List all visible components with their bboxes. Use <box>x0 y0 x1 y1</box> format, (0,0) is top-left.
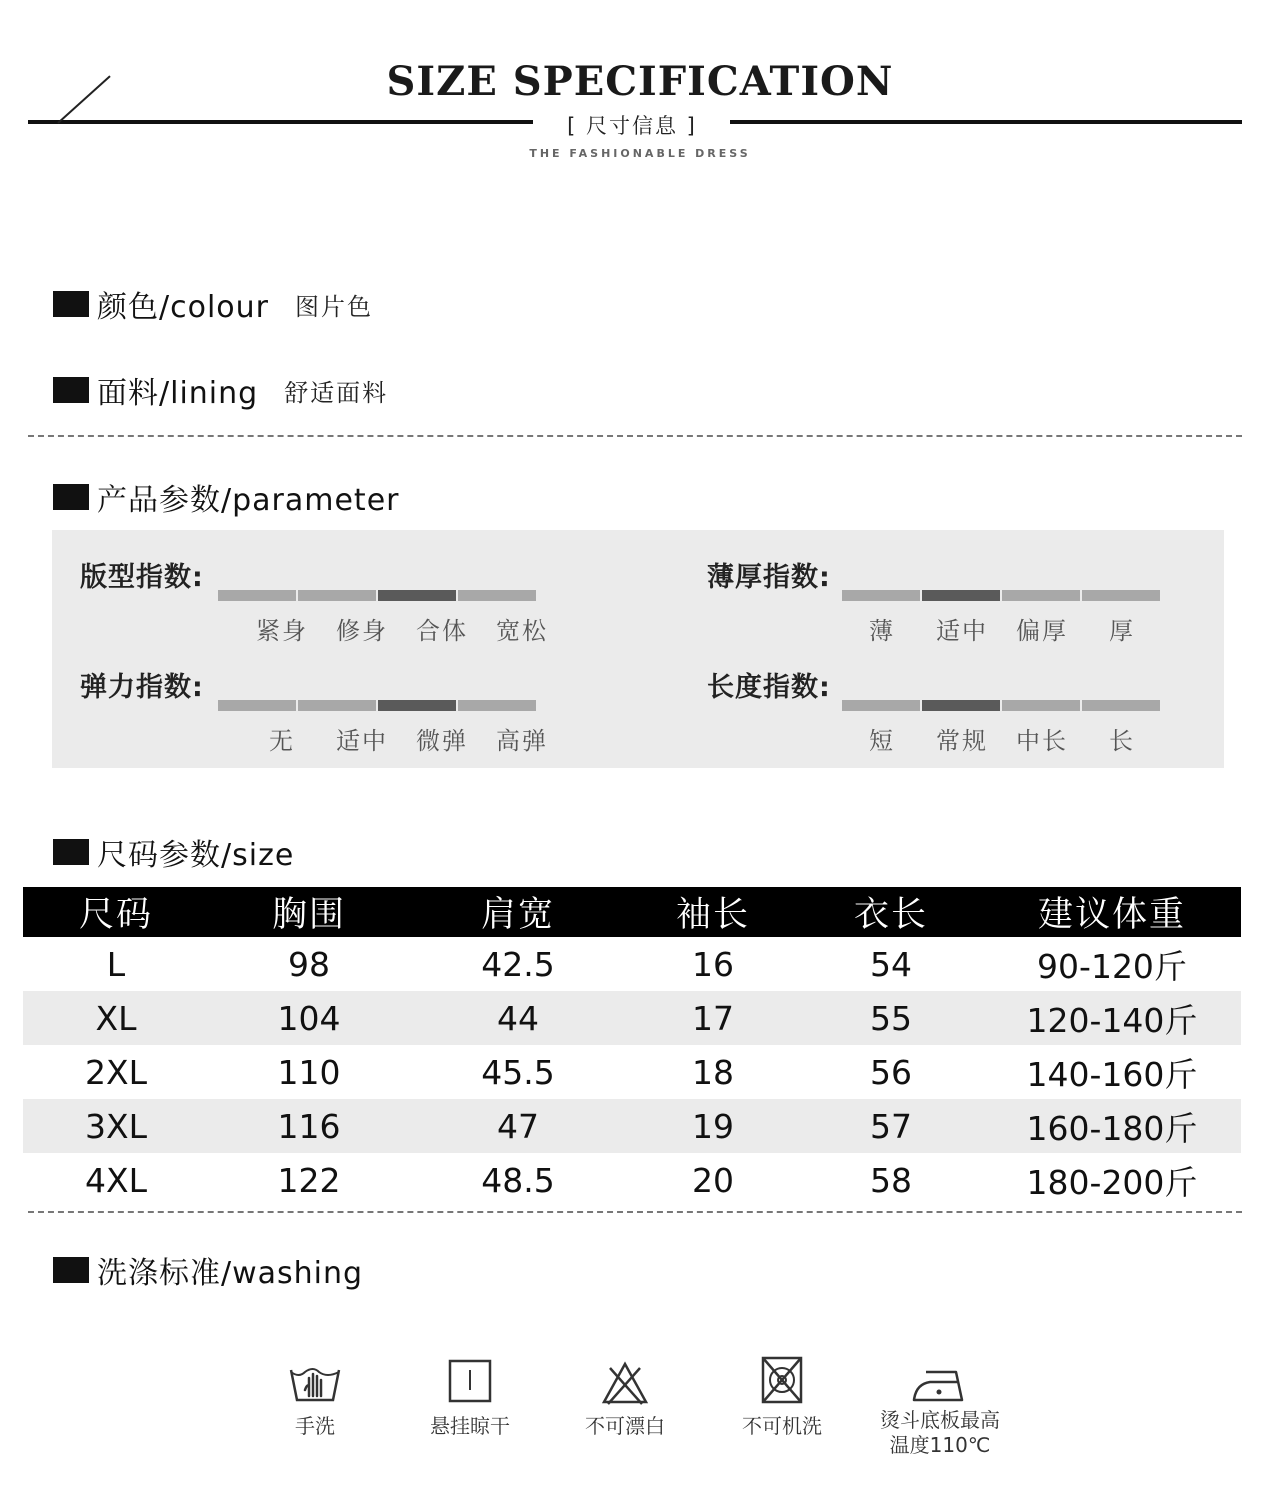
cell-length: 57 <box>799 1099 983 1153</box>
wash-caption: 手洗 <box>295 1414 335 1438</box>
page-title: SIZE SPECIFICATION <box>386 58 894 105</box>
param-bar <box>1082 700 1160 711</box>
param-bar-selected <box>378 590 456 601</box>
param-name: 长度指数: <box>707 672 831 703</box>
cell-weight: 140-160斤 <box>1026 1054 1198 1094</box>
param-option: 偏厚 <box>1016 617 1068 645</box>
section-marker <box>53 839 89 865</box>
table-row <box>23 1153 1241 1207</box>
cell-weight: 120-140斤 <box>983 991 1241 1045</box>
cell-chest: 122 <box>277 1160 341 1200</box>
param-bar <box>218 590 296 601</box>
param-option: 中长 <box>1016 727 1068 755</box>
wash-caption: 悬挂晾干 <box>430 1414 510 1438</box>
section-marker <box>53 377 89 403</box>
wash-item-hand-wash <box>235 1352 395 1439</box>
cell-chest: 104 <box>209 991 409 1045</box>
param-option: 宽松 <box>496 617 548 645</box>
cell-shoulder: 42.5 <box>481 944 555 984</box>
wash-caption-line2: 温度110℃ <box>889 1433 991 1457</box>
cell-chest: 110 <box>277 1052 341 1092</box>
param-options <box>242 611 562 646</box>
cell-sleeve: 17 <box>627 991 799 1045</box>
cell-size: 2XL <box>85 1052 147 1092</box>
iron-icon <box>910 1366 970 1406</box>
cell-sleeve: 16 <box>692 944 734 984</box>
lining-section <box>53 368 388 412</box>
header-size: 尺码 <box>23 887 209 937</box>
cell-weight: 90-120斤 <box>1037 946 1187 986</box>
param-option: 长 <box>1109 727 1135 755</box>
washing-label: 洗涤标准/washing <box>97 1256 364 1291</box>
cell-weight: 180-200斤 <box>1026 1162 1198 1202</box>
parameter-label: 产品参数/parameter <box>97 483 400 518</box>
cell-sleeve: 18 <box>692 1052 734 1092</box>
table-row <box>23 937 1241 991</box>
header-subtitle: [ 尺寸信息 ] <box>567 114 697 138</box>
param-option: 厚 <box>1109 617 1135 645</box>
cell-shoulder: 47 <box>409 1099 627 1153</box>
param-scale-bars <box>218 700 538 711</box>
param-bar <box>1002 590 1080 601</box>
header-length: 衣长 <box>799 887 983 937</box>
cell-weight: 160-180斤 <box>983 1099 1241 1153</box>
header-rule-left <box>28 120 533 124</box>
no-machine-wash-icon <box>759 1354 805 1406</box>
param-option: 适中 <box>936 617 988 645</box>
cell-shoulder: 45.5 <box>481 1052 555 1092</box>
lining-value: 舒适面料 <box>284 378 389 407</box>
param-bar-selected <box>922 590 1000 601</box>
parameter-section <box>53 475 400 519</box>
size-label: 尺码参数/size <box>97 838 295 873</box>
wash-item-no-bleach <box>545 1352 705 1439</box>
param-bar <box>1082 590 1160 601</box>
param-bar <box>298 590 376 601</box>
header-shoulder: 肩宽 <box>409 887 627 937</box>
cell-length: 55 <box>799 991 983 1045</box>
param-bar <box>298 700 376 711</box>
header-tagline: THE FASHIONABLE DRESS <box>529 147 751 160</box>
param-option: 薄 <box>869 617 895 645</box>
param-bar-selected <box>378 700 456 711</box>
cell-chest: 116 <box>209 1099 409 1153</box>
washing-section <box>53 1248 363 1292</box>
wash-caption: 不可漂白 <box>585 1414 665 1438</box>
param-bar <box>842 590 920 601</box>
cell-chest: 98 <box>288 944 330 984</box>
divider-dashed <box>28 1211 1242 1213</box>
wash-caption-line1: 烫斗底板最高 <box>880 1408 1000 1432</box>
param-bar <box>458 590 536 601</box>
header-weight: 建议体重 <box>983 887 1241 937</box>
cell-shoulder: 48.5 <box>481 1160 555 1200</box>
cell-size: L <box>106 944 126 984</box>
param-option: 紧身 <box>256 617 308 645</box>
size-section <box>53 830 294 874</box>
param-scale-bars <box>218 590 538 601</box>
hang-dry-icon <box>445 1356 495 1406</box>
cell-size: XL <box>23 991 209 1045</box>
param-option: 常规 <box>936 727 988 755</box>
section-marker <box>53 1257 89 1283</box>
param-bar <box>842 700 920 711</box>
section-marker <box>53 484 89 510</box>
header-sleeve: 袖长 <box>627 887 799 937</box>
cell-sleeve: 20 <box>692 1160 734 1200</box>
param-bar <box>218 700 296 711</box>
param-name: 弹力指数: <box>80 672 204 703</box>
size-table <box>23 887 1241 1207</box>
cell-size: 4XL <box>85 1160 147 1200</box>
hand-wash-icon <box>287 1356 343 1406</box>
param-option: 适中 <box>336 727 388 755</box>
wash-item-iron <box>855 1352 1025 1458</box>
header-chest: 胸围 <box>209 887 409 937</box>
cell-sleeve: 19 <box>627 1099 799 1153</box>
param-option: 短 <box>869 727 895 755</box>
param-bar <box>458 700 536 711</box>
cell-shoulder: 44 <box>409 991 627 1045</box>
cell-length: 58 <box>870 1160 912 1200</box>
param-options <box>842 721 1162 756</box>
param-options <box>242 721 562 756</box>
cell-length: 56 <box>870 1052 912 1092</box>
header-rule-right <box>730 120 1242 124</box>
wash-item-hang-dry <box>390 1352 550 1439</box>
param-option: 微弹 <box>416 727 468 755</box>
param-bar <box>1002 700 1080 711</box>
cell-size: 3XL <box>23 1099 209 1153</box>
table-row <box>23 1045 1241 1099</box>
colour-value: 图片色 <box>295 292 373 321</box>
param-option: 合体 <box>416 617 468 645</box>
param-scale-bars <box>842 700 1162 711</box>
no-bleach-icon <box>600 1360 650 1406</box>
param-option: 修身 <box>336 617 388 645</box>
table-row <box>23 1099 1241 1153</box>
param-options <box>842 611 1162 646</box>
colour-label: 颜色/colour <box>97 290 269 325</box>
param-option: 高弹 <box>496 727 548 755</box>
param-option: 无 <box>269 727 295 755</box>
param-scale-bars <box>842 590 1162 601</box>
parameter-panel <box>52 530 1224 768</box>
section-marker <box>53 291 89 317</box>
param-name: 版型指数: <box>80 562 204 593</box>
colour-section <box>53 282 373 326</box>
table-row <box>23 991 1241 1045</box>
size-table-header <box>23 887 1241 937</box>
cell-length: 54 <box>870 944 912 984</box>
param-name: 薄厚指数: <box>707 562 831 593</box>
lining-label: 面料/lining <box>97 376 259 411</box>
wash-caption: 不可机洗 <box>742 1414 822 1438</box>
param-bar-selected <box>922 700 1000 711</box>
wash-item-no-machine-wash <box>702 1352 862 1439</box>
divider-dashed <box>28 435 1242 437</box>
